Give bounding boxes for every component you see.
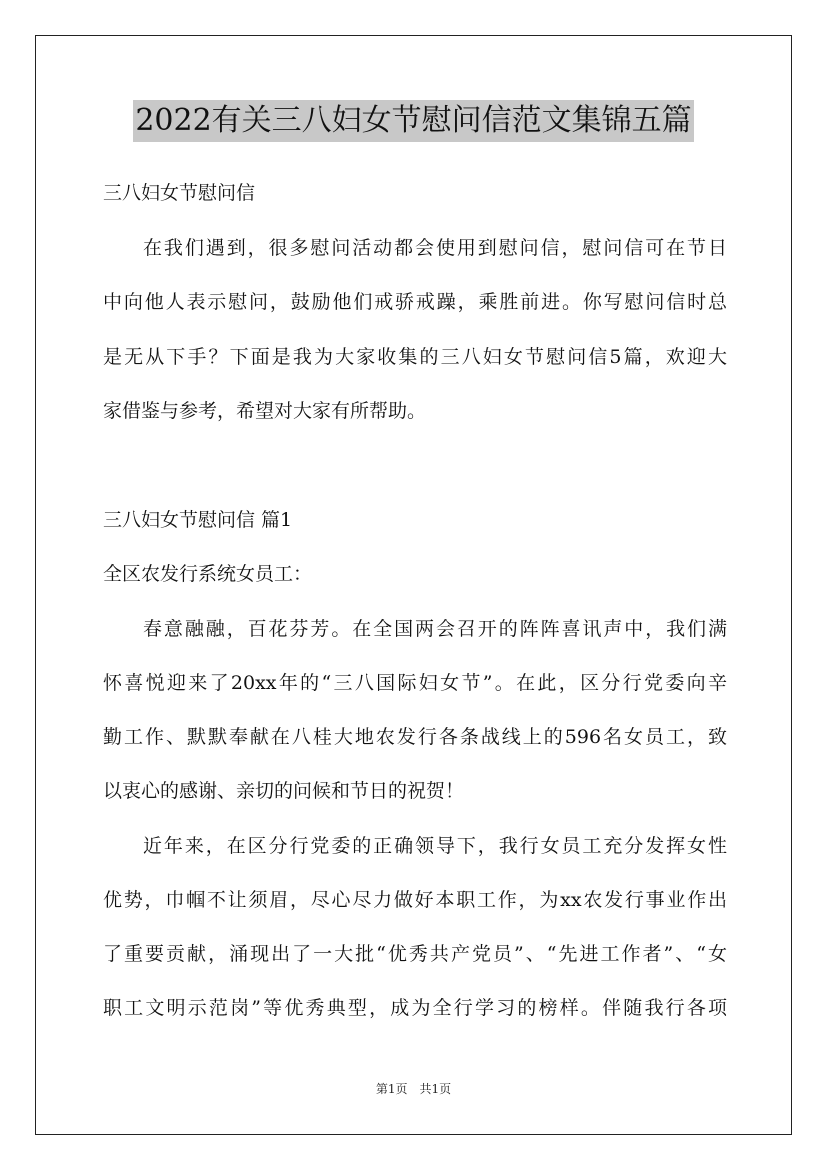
para2-line-3: 了重要贡献，涌现出了一大批“优秀共产党员”、“先进工作者”、“女 <box>103 943 727 965</box>
para2-line-2: 优势，巾帼不让须眉，尽心尽力做好本职工作，为xx农发行事业作出 <box>103 889 727 911</box>
page-footer <box>0 1081 827 1097</box>
section-heading: 三八妇女节慰问信 <box>103 182 256 204</box>
para2-line-1: 近年来，在区分行党委的正确领导下，我行女员工充分发挥女性 <box>143 835 727 857</box>
intro-line-1: 在我们遇到，很多慰问活动都会使用到慰问信，慰问信可在节日 <box>143 237 727 259</box>
para1-line-4: 以衷心的感谢、亲切的问候和节日的祝贺！ <box>103 780 465 802</box>
title-container <box>0 100 827 142</box>
para2-line-4: 职工文明示范岗”等优秀典型，成为全行学习的榜样。伴随我行各项 <box>103 997 727 1019</box>
intro-line-4: 家借鉴与参考，希望对大家有所帮助。 <box>103 400 427 422</box>
para1-line-3: 勤工作、默默奉献在八桂大地农发行各条战线上的596名女员工，致 <box>103 726 727 748</box>
page-number: 第1页 <box>375 1082 408 1096</box>
page-total: 共1页 <box>419 1082 452 1096</box>
intro-line-3: 是无从下手？下面是我为大家收集的三八妇女节慰问信5篇，欢迎大 <box>103 346 727 368</box>
letter-heading: 三八妇女节慰问信 篇1 <box>103 509 293 531</box>
para1-line-1: 春意融融，百花芬芳。在全国两会召开的阵阵喜讯声中，我们满 <box>143 618 727 640</box>
para1-line-2: 怀喜悦迎来了20xx年的“三八国际妇女节”。在此，区分行党委向辛 <box>103 672 727 694</box>
salutation: 全区农发行系统女员工： <box>103 563 313 585</box>
intro-line-2: 中向他人表示慰问，鼓励他们戒骄戒躁，乘胜前进。你写慰问信时总 <box>103 291 727 313</box>
document-title: 2022有关三八妇女节慰问信范文集锦五篇 <box>133 100 693 142</box>
